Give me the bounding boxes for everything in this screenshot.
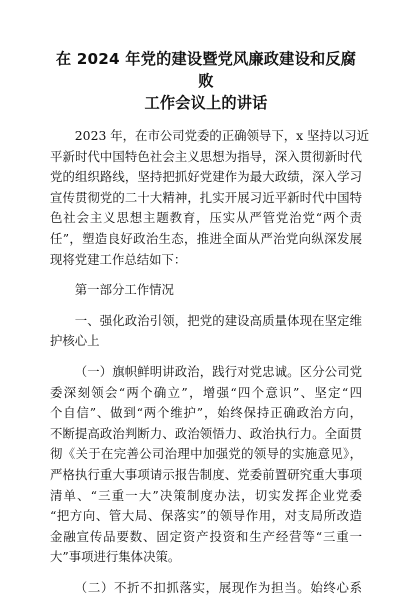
paragraph-line: 彻《关于在完善公司治理中加强党的领导的实施意见》， — [50, 446, 362, 462]
section-heading-line: 一、强化政治引领，把党的建设高质量体现在坚定维 — [74, 312, 362, 328]
paragraph-line: 严格执行重大事项请示报告制度、党委前置研究重大事项 — [50, 466, 362, 482]
paragraph-line: 不断提高政治判断力、政治领悟力、政治执行力。全面贯 — [50, 425, 362, 441]
paragraph-line: （二）不折不扣抓落实，展现作为担当。始终心系 — [74, 579, 362, 595]
paragraph-line: 党的组织路线，坚持把抓好党建作为最大政绩，深入学习 — [50, 169, 362, 185]
paragraph-line: 宣传贯彻党的二十大精神，扎实开展习近平新时代中国特 — [50, 189, 362, 205]
title-line: 工作会议上的讲话 — [144, 94, 268, 112]
part-heading: 第一部分工作情况 — [74, 282, 174, 298]
paragraph-line: 色社会主义思想主题教育，压实从严管党治党“两个责 — [50, 210, 362, 226]
paragraph-line: 大”事项进行集体决策。 — [50, 549, 181, 565]
subsection-paragraph-1 — [50, 362, 362, 568]
paragraph-line: 金融宣传品要数、固定资产投资和生产经营等“三重一 — [50, 528, 362, 544]
paragraph-line: （一）旗帜鲜明讲政治，践行对党忠诚。区分公司党 — [74, 363, 362, 379]
paragraph-line: 平新时代中国特色社会主义思想为指导，深入贯彻新时代 — [50, 148, 362, 164]
title-line: 在 2024 年党的建设暨党风廉政建设和反腐败 — [55, 50, 357, 90]
paragraph-line: “把方向、管大局、保落实”的领导作用，对支局所改造 — [50, 508, 362, 524]
paragraph-line: 委深刻领会“两个确立”，增强“四个意识”、坚定“四 — [50, 384, 362, 400]
paragraph-line: 2023 年，在市公司党委的正确领导下，x 坚持以习近 — [74, 128, 370, 143]
paragraph-line: 清单、“三重一大”决策制度办法，切实发挥企业党委 — [50, 487, 362, 503]
section-heading — [50, 311, 362, 352]
paragraph-line: 任”，塑造良好政治生态，推进全面从严治党向纵深发展 — [50, 230, 362, 246]
intro-paragraph — [50, 126, 370, 270]
document-title — [50, 0, 362, 114]
paragraph-line: 现将党建工作总结如下： — [50, 251, 187, 267]
subsection-paragraph-2 — [50, 578, 362, 598]
section-heading-line: 护核心上 — [50, 333, 100, 349]
paragraph-line: 个自信”、做到“两个维护”，始终保持正确政治方向， — [50, 405, 362, 421]
